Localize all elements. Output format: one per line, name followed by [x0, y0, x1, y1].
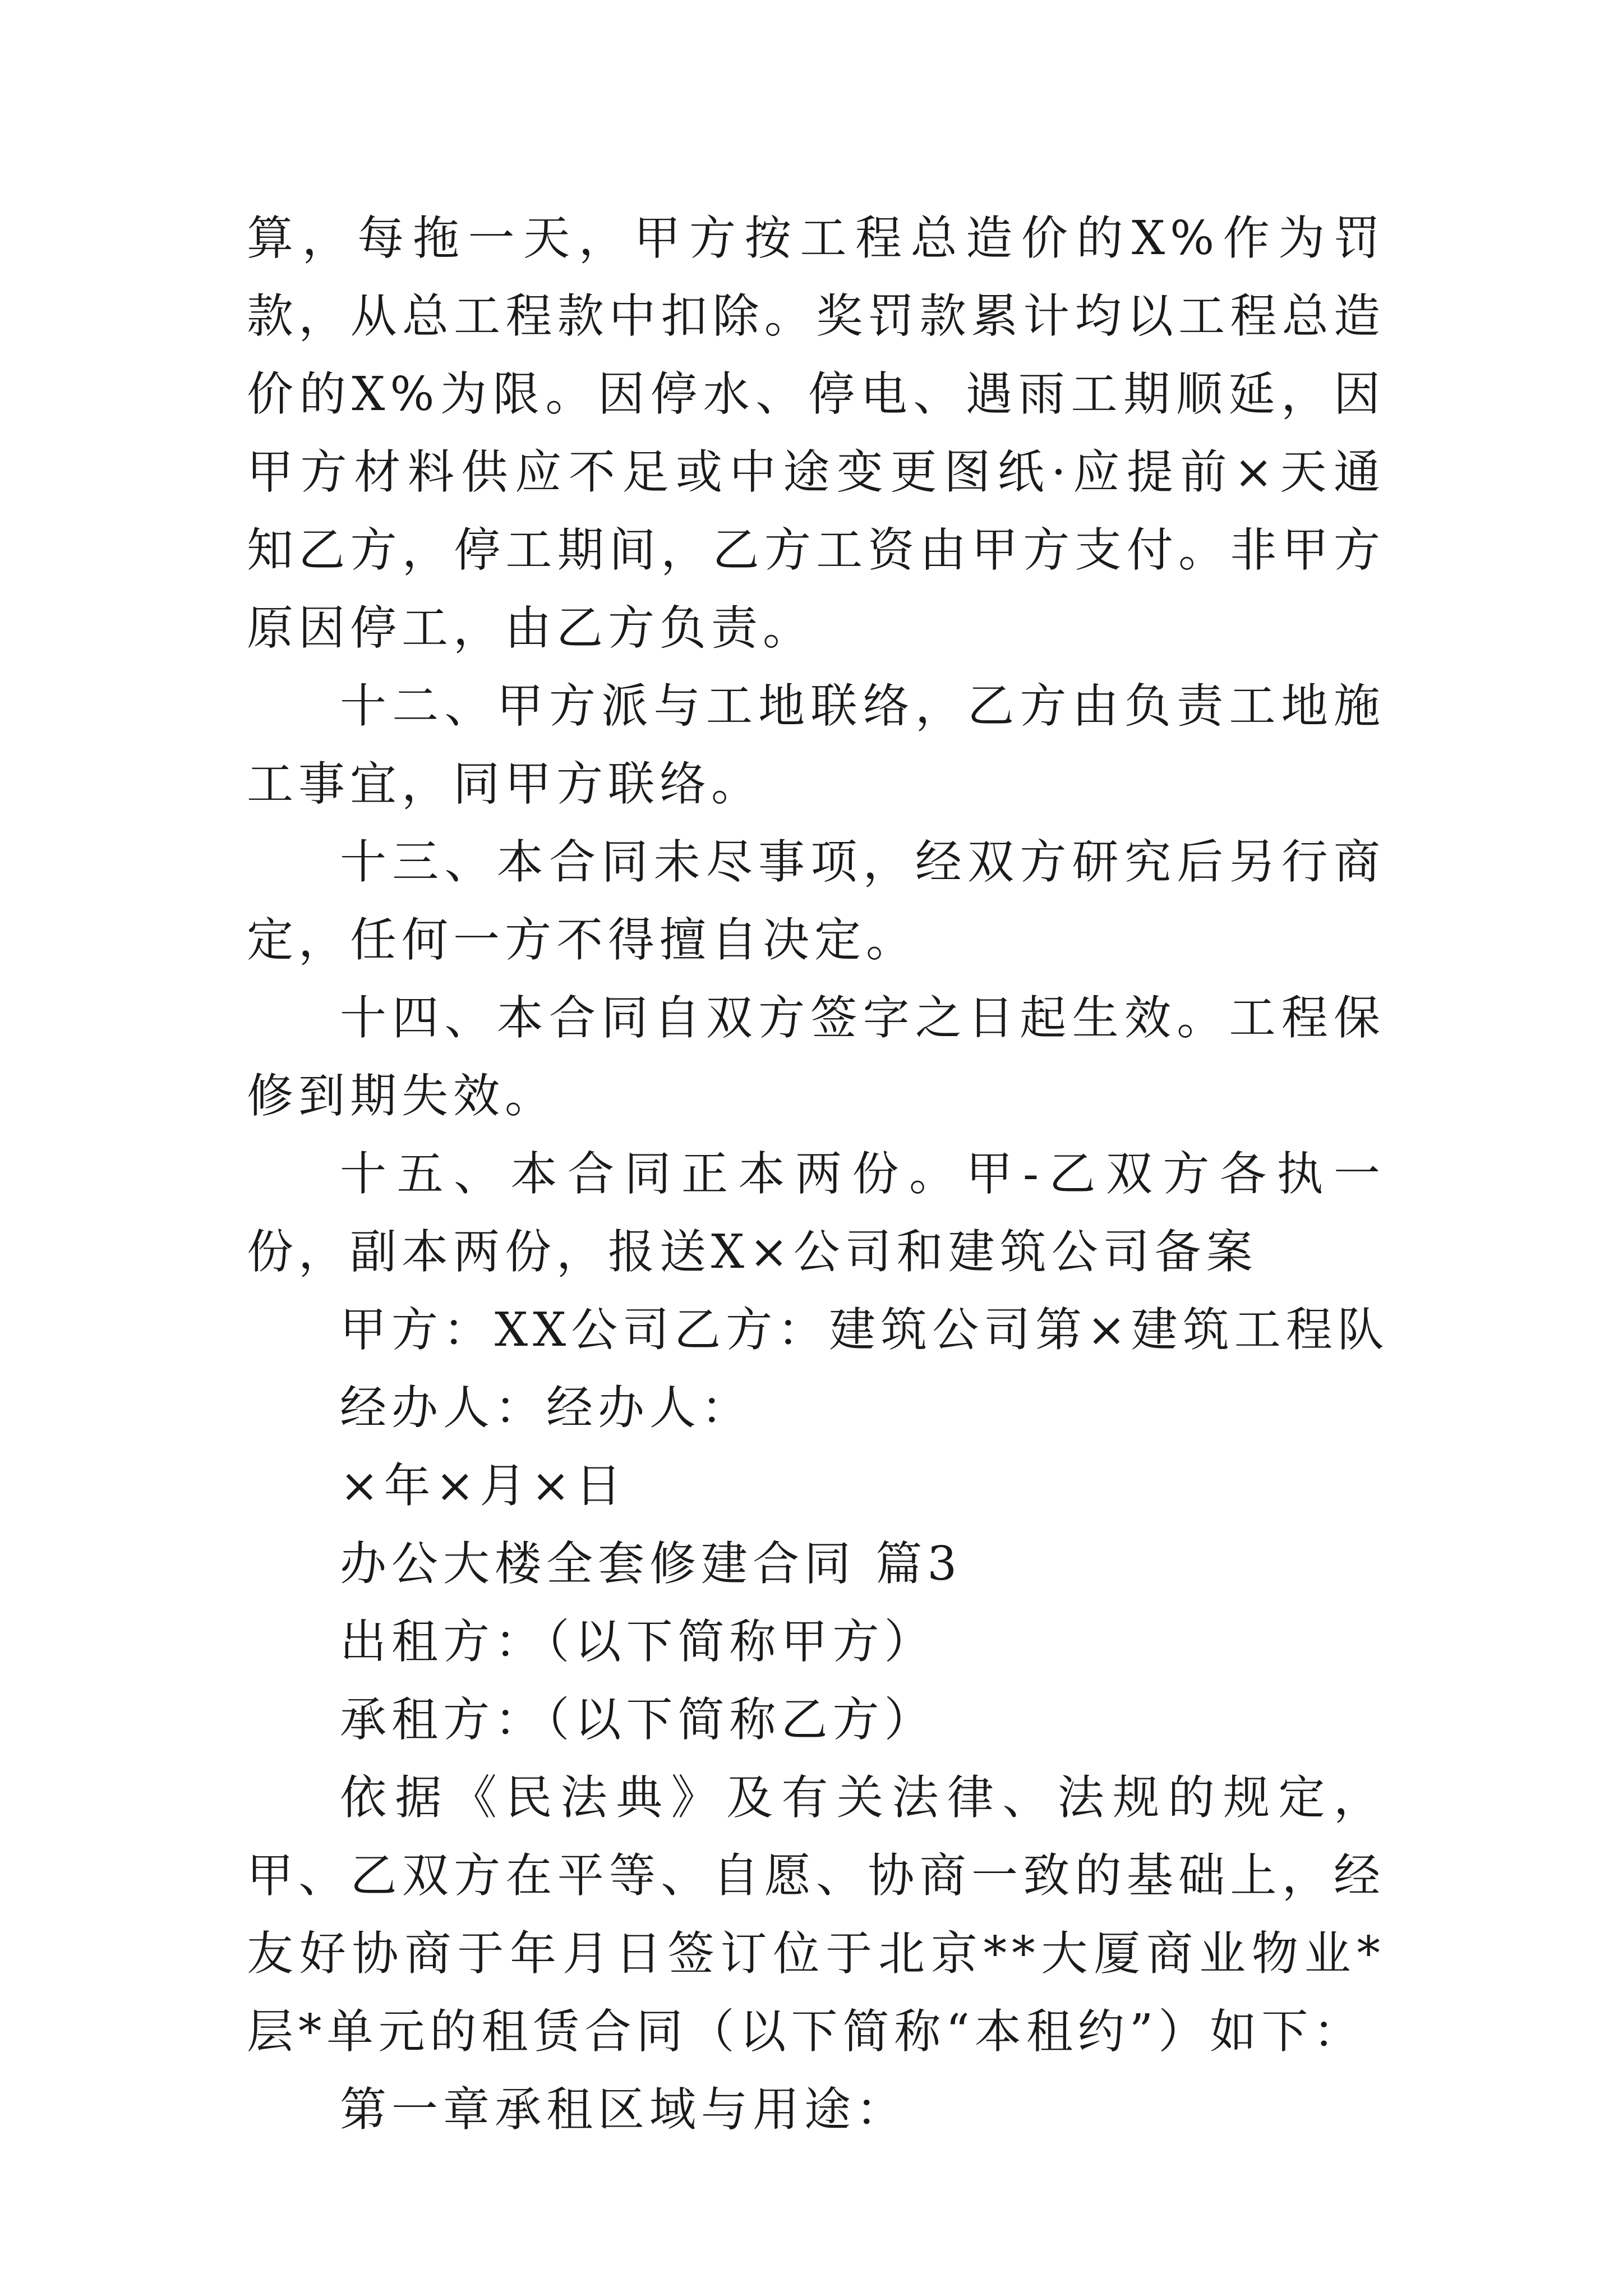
signature-parties: 甲方：XX公司乙方：建筑公司第×建筑工程队 — [340, 1303, 1389, 1357]
paragraph-clause-13: 十三、本合同未尽事项，经双方研究后另行商定，任何一方不得擅自决定。 — [247, 835, 1385, 967]
paragraph-penalty-terms: 算，每拖一天，甲方按工程总造价的X%作为罚款，从总工程款中扣除。奖罚款累计均以工程总造价的X%为限。因停水、停电、遇雨工期顺延，因甲方材料供应不足或中途变更图纸·应提前×天通知乙方，停工期间，乙方工资由甲方支付。非甲方原因停工，由乙方负责。 — [247, 211, 1385, 655]
paragraph-clause-14: 十四、本合同自双方签字之日起生效。工程保修到期失效。 — [247, 991, 1385, 1123]
paragraph-clause-12: 十二、甲方派与工地联络，乙方由负责工地施工事宜，同甲方联络。 — [247, 679, 1385, 811]
paragraph-intro: 依据《民法典》及有关法律、法规的规定，甲、乙双方在平等、自愿、协商一致的基础上，经友好协商于年月日签订位于北京**大厦商业物业*层*单元的租赁合同（以下简称“本租约”）如下： — [247, 1770, 1385, 2059]
lessor-line: 出租方：（以下简称甲方） — [340, 1614, 936, 1669]
lessee-line: 承租方：（以下简称乙方） — [340, 1692, 936, 1747]
chapter-one-heading: 第一章承租区域与用途： — [340, 2082, 907, 2137]
signature-date: ×年×月×日 — [340, 1458, 627, 1513]
document-body — [247, 199, 1389, 2148]
section-title: 办公大楼全套修建合同 篇3 — [340, 1536, 962, 1591]
paragraph-clause-15: 十五、本合同正本两份。甲-乙双方各执一份，副本两份，报送X×公司和建筑公司备案 — [247, 1147, 1385, 1279]
signature-agents: 经办人：经办人： — [340, 1381, 753, 1435]
